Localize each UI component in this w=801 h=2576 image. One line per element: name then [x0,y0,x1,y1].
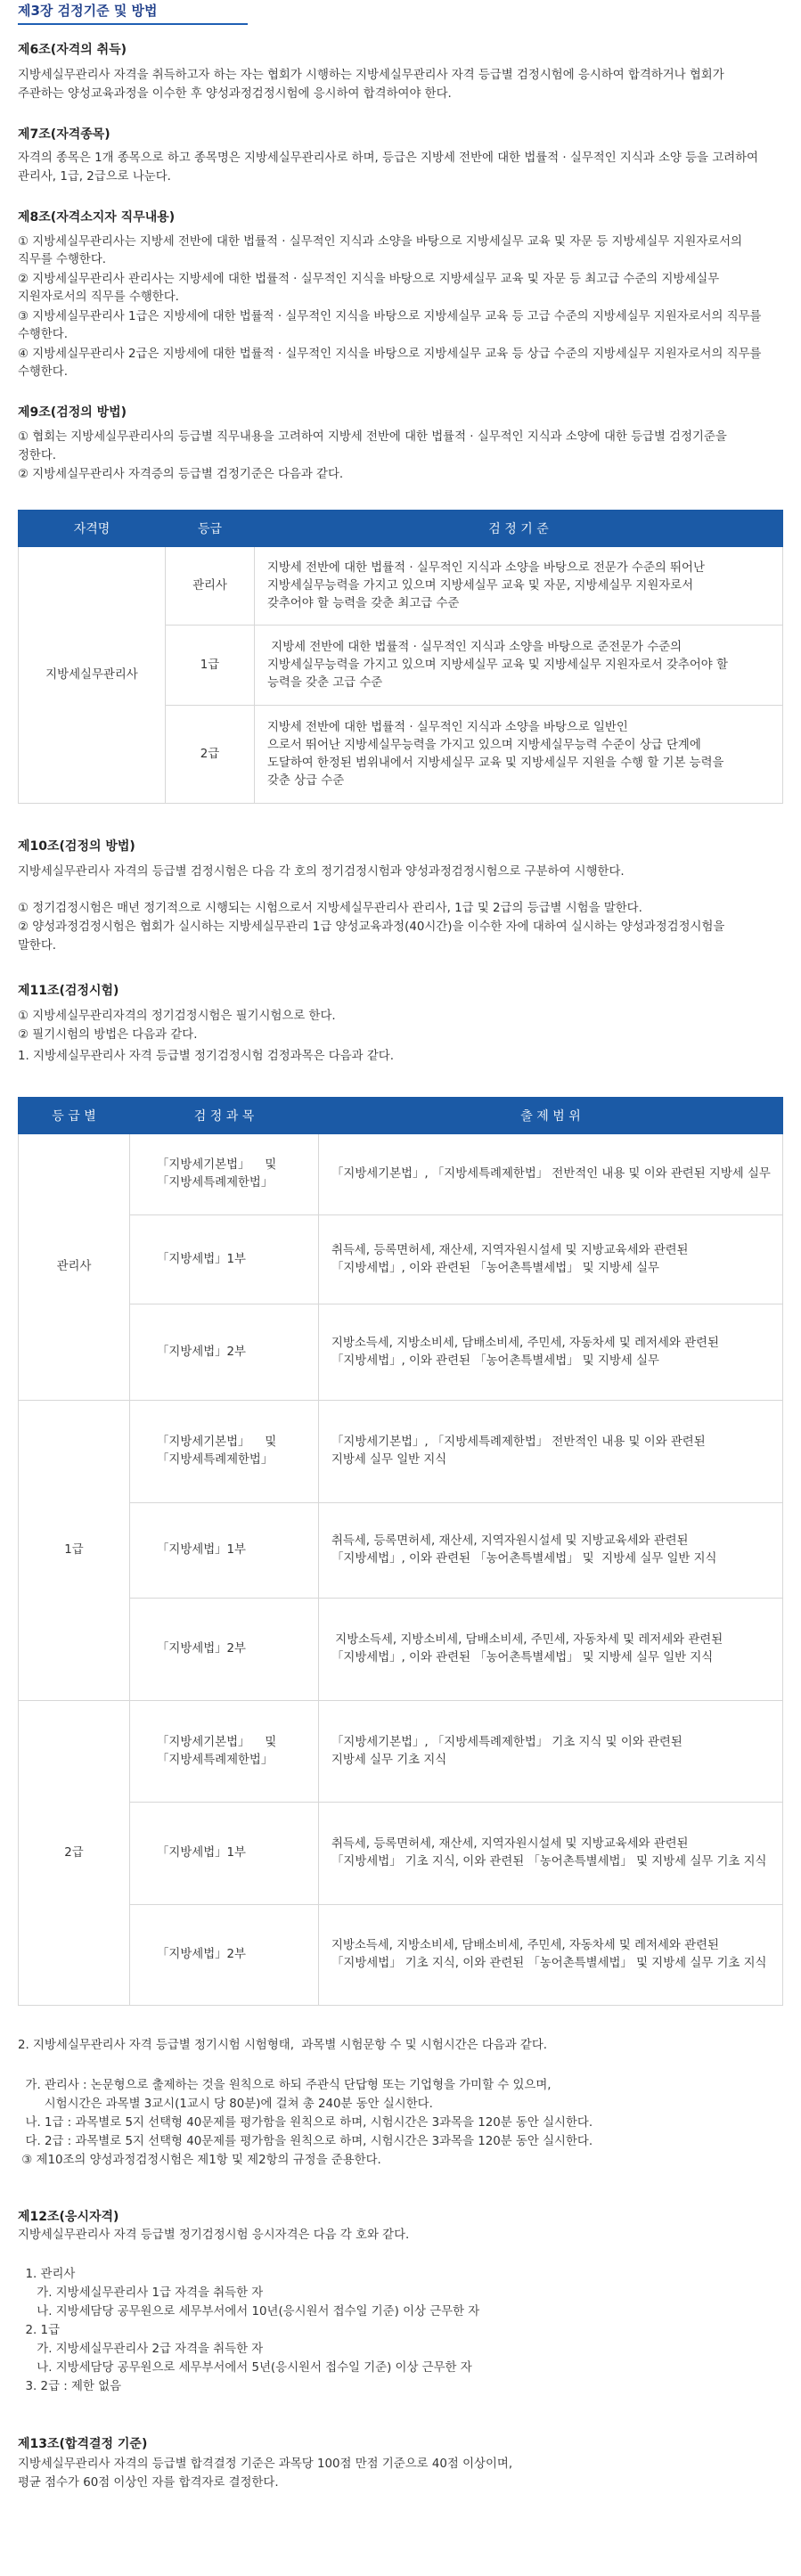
article-7-text: 자격의 종목은 1개 종목으로 하고 종목명은 지방세실무관리사로 하며, 등급은 지방세 전반에 대한 법률적 · 실무적인 지식과 소양 등을 고려하여 [18,151,758,165]
article-7-text: 관리사, 1급, 2급으로 나눈다. [18,170,171,184]
eligibility-line: 가. 지방세실무관리사 1급 자격을 취득한 자 [18,2286,264,2300]
criteria-header-criteria: 검 정 기 준 [255,511,783,547]
article-11-text: ① 지방세실무관리자격의 정기검정시험은 필기시험으로 한다. [18,1010,336,1023]
article-8-heading: 제8조(자격소지자 직무내용) [18,210,176,225]
subject-cell: 「지방세기본법」 및 「지방세특례제한법」 [130,1701,319,1803]
scope-cell: 지방소득세, 지방소비세, 담배소비세, 주민세, 자동차세 및 레저세와 관련된 「지방세법」, 이와 관련된 「농어촌특별세법」 및 지방세 실무 일반 지식 [319,1599,783,1701]
article-10-heading: 제10조(검정의 방법) [18,839,135,854]
article-10-text: ② 양성과정검정시험은 협회가 실시하는 지방세실무관리 1급 양성교육과정(40시간)을 이수한 자에 대하여 실시하는 양성과정검정시험을 [18,920,725,934]
criteria-header-grade: 등급 [166,511,255,547]
eligibility-line: 나. 지방세담당 공무원으로 세무부서에서 5년(응시원서 접수일 기준) 이상 근무한 자 [18,2361,472,2375]
eligibility-line: 1. 관리사 [18,2268,76,2281]
article-6-text: 지방세실무관리사 자격을 취득하고자 하는 자는 협회가 시행하는 지방세실무관리사 자격 등급별 검정시험에 응시하여 합격하거나 협회가 [18,69,724,82]
article-6-text: 주관하는 양성교육과정을 이수한 후 양성과정검정시험에 응시하여 합격하여야 한다. [18,87,452,101]
article-12-heading: 제12조(응시자격) [18,2210,119,2224]
scope-cell: 지방소득세, 지방소비세, 담배소비세, 주민세, 자동차세 및 레저세와 관련된 「지방세법」 기초 지식, 이와 관련된 「농어촌특별세법」 및 지방세 실무 기초 지식 [319,1905,783,2006]
exam-format-line: 가. 관리사 : 논문형으로 출제하는 것을 원칙으로 하되 주관식 단답형 또는 기업형을 가미할 수 있으며, [18,2079,552,2092]
article-10-text: 말한다. [18,939,57,953]
grade-group-cell: 1급 [19,1401,130,1701]
scope-cell: 지방소득세, 지방소비세, 담배소비세, 주민세, 자동차세 및 레저세와 관련된 「지방세법」, 이와 관련된 「농어촌특별세법」 및 지방세 실무 [319,1304,783,1401]
article-8-text: 직무를 수행한다. [18,253,107,266]
article-6-heading: 제6조(자격의 취득) [18,43,127,57]
criteria-cell: 지방세 전반에 대한 법률적 · 실무적인 지식과 소양을 바탕으로 일반인 으로서 뛰어난 지방세실무능력을 가지고 있으며 지방세실무능력 수준이 상급 단계에 도달하여 한정된 범위내에서 지방세실무 교육 및 지방세실무 지원을 수행 할 기본 능력을 갖춘 상급 수준 [255,706,783,804]
article-11-heading: 제11조(검정시험) [18,984,119,998]
eligibility-line: 3. 2급 : 제한 없음 [18,2380,122,2393]
exam-format-line: ③ 제10조의 양성과정검정시험은 제1항 및 제2항의 규정을 준용한다. [18,2154,381,2167]
scope-cell: 취득세, 등록면허세, 재산세, 지역자원시설세 및 지방교육세와 관련된 「지방세법」, 이와 관련된 「농어촌특별세법」 및 지방세 실무 [319,1215,783,1304]
eligibility-line: 가. 지방세실무관리사 2급 자격을 취득한 자 [18,2343,264,2356]
grade-cell: 2급 [166,706,255,804]
scope-cell: 「지방세기본법」, 「지방세특례제한법」 전반적인 내용 및 이와 관련된 지방세 실무 [319,1134,783,1215]
article-13-text: 평균 점수가 60점 이상인 자를 합격자로 결정한다. [18,2476,279,2490]
article-11-text: ② 필기시험의 방법은 다음과 같다. [18,1028,198,1042]
subjects-header-grade: 등 급 별 [19,1098,130,1134]
grade-group-cell: 관리사 [19,1134,130,1401]
subject-cell: 「지방세법」2부 [130,1905,319,2006]
scope-cell: 「지방세기본법」, 「지방세특례제한법」 기초 지식 및 이와 관련된 지방세 실무 기초 지식 [319,1701,783,1803]
subjects-header-scope: 출 제 범 위 [319,1098,783,1134]
eligibility-line: 나. 지방세담당 공무원으로 세무부서에서 10년(응시원서 접수일 기준) 이상 근무한 자 [18,2305,480,2318]
article-13-text: 지방세실무관리사 자격의 등급별 합격결정 기준은 과목당 100점 만점 기준으로 40점 이상이며, [18,2457,513,2471]
subject-cell: 「지방세법」2부 [130,1304,319,1401]
article-11-item-1: 1. 지방세실무관리사 자격 등급별 정기검정시험 검정과목은 다음과 같다. [18,1050,394,1063]
exam-format-line: 나. 1급 : 과목별로 5지 선택형 40문제를 평가함을 원칙으로 하며, 시험시간은 3과목을 120분 동안 실시한다. [18,2116,593,2130]
article-9-text: ① 협회는 지방세실무관리사의 등급별 직무내용을 고려하여 지방세 전반에 대한 법률적 · 실무적인 지식과 소양에 대한 등급별 검정기준을 [18,430,727,444]
article-8-text: ② 지방세실무관리사 관리사는 지방세에 대한 법률적 · 실무적인 지식을 바탕으로 지방세실무 교육 및 자문 등 최고급 수준의 지방세실무 [18,273,720,286]
subjects-header-subject: 검 정 과 목 [130,1098,319,1134]
article-10-text: ① 정기검정시험은 매년 정기적으로 시행되는 시험으로서 지방세실무관리사 관리사, 1급 및 2급의 등급별 시험을 말한다. [18,902,642,915]
criteria-header-qualification: 자격명 [19,511,166,547]
subject-cell: 「지방세법」1부 [130,1803,319,1905]
article-13-heading: 제13조(합격결정 기준) [18,2437,148,2451]
article-9-heading: 제9조(검정의 방법) [18,405,127,420]
scope-cell: 취득세, 등록면허세, 재산세, 지역자원시설세 및 지방교육세와 관련된 「지방세법」 기초 지식, 이와 관련된 「농어촌특별세법」 및 지방세 실무 기초 지식 [319,1803,783,1905]
chapter-underline [18,23,248,25]
subject-cell: 「지방세법」2부 [130,1599,319,1701]
article-12-intro: 지방세실무관리사 자격 등급별 정기검정시험 응시자격은 다음 각 호와 같다. [18,2228,410,2242]
subject-cell: 「지방세법」1부 [130,1503,319,1599]
article-9-text: ② 지방세실무관리사 자격증의 등급별 검정기준은 다음과 같다. [18,468,344,481]
grade-cell: 1급 [166,626,255,706]
article-8-text: 수행한다. [18,328,68,341]
scope-cell: 취득세, 등록면허세, 재산세, 지역자원시설세 및 지방교육세와 관련된 「지방세법」, 이와 관련된 「농어촌특별세법」 및 지방세 실무 일반 지식 [319,1503,783,1599]
article-11-item-2: 2. 지방세실무관리사 자격 등급별 정기시험 시험형태, 과목별 시험문항 수 및 시험시간은 다음과 같다. [18,2039,548,2052]
article-8-text: ④ 지방세실무관리사 2급은 지방세에 대한 법률적 · 실무적인 지식을 바탕으로 지방세실무 교육 등 상급 수준의 지방세실무 지원자로서의 직무를 [18,348,762,361]
scope-cell: 「지방세기본법」, 「지방세특례제한법」 전반적인 내용 및 이와 관련된 지방세 실무 일반 지식 [319,1401,783,1503]
chapter-title: 제3장 검정기준 및 방법 [18,3,158,19]
criteria-cell: 지방세 전반에 대한 법률적 · 실무적인 지식과 소양을 바탕으로 전문가 수준의 뛰어난 지방세실무능력을 가지고 있으며 지방세실무 교육 및 자문, 지방세실무 지원자로서 갖추어야 할 능력을 갖춘 최고급 수준 [255,547,783,626]
article-8-text: 지원자로서의 직무를 수행한다. [18,290,179,304]
article-8-text: 수행한다. [18,365,68,379]
grade-cell: 관리사 [166,547,255,626]
subject-cell: 「지방세법」1부 [130,1215,319,1304]
subject-cell: 「지방세기본법」 및 「지방세특례제한법」 [130,1401,319,1503]
grade-group-cell: 2급 [19,1701,130,2006]
article-9-text: 정한다. [18,449,57,462]
criteria-table [18,510,783,804]
article-7-heading: 제7조(자격종목) [18,127,110,142]
qualification-name: 지방세실무관리사 [19,547,166,804]
article-8-text: ① 지방세실무관리사는 지방세 전반에 대한 법률적 · 실무적인 지식과 소양을 바탕으로 지방세실무 교육 및 자문 등 지방세실무 지원자로서의 [18,235,742,249]
eligibility-line: 2. 1급 [18,2324,61,2337]
exam-subjects-table [18,1097,783,2006]
exam-format-line: 다. 2급 : 과목별로 5지 선택형 40문제를 평가함을 원칙으로 하며, 시험시간은 3과목을 120분 동안 실시한다. [18,2135,593,2148]
subject-cell: 「지방세기본법」 및 「지방세특례제한법」 [130,1134,319,1215]
article-10-intro: 지방세실무관리사 자격의 등급별 검정시험은 다음 각 호의 정기검정시험과 양성과정검정시험으로 구분하여 시행한다. [18,865,625,879]
exam-format-line: 시험시간은 과목별 3교시(1교시 당 80분)에 걸쳐 총 240분 동안 실시한다. [18,2098,433,2111]
criteria-cell: 지방세 전반에 대한 법률적 · 실무적인 지식과 소양을 바탕으로 준전문가 수준의 지방세실무능력을 가지고 있으며 지방세실무 교육 및 지방세실무 지원자로서 갖추어야 할 능력을 갖춘 고급 수준 [255,626,783,706]
article-8-text: ③ 지방세실무관리사 1급은 지방세에 대한 법률적 · 실무적인 지식을 바탕으로 지방세실무 교육 등 고급 수준의 지방세실무 지원자로서의 직무를 [18,310,762,323]
